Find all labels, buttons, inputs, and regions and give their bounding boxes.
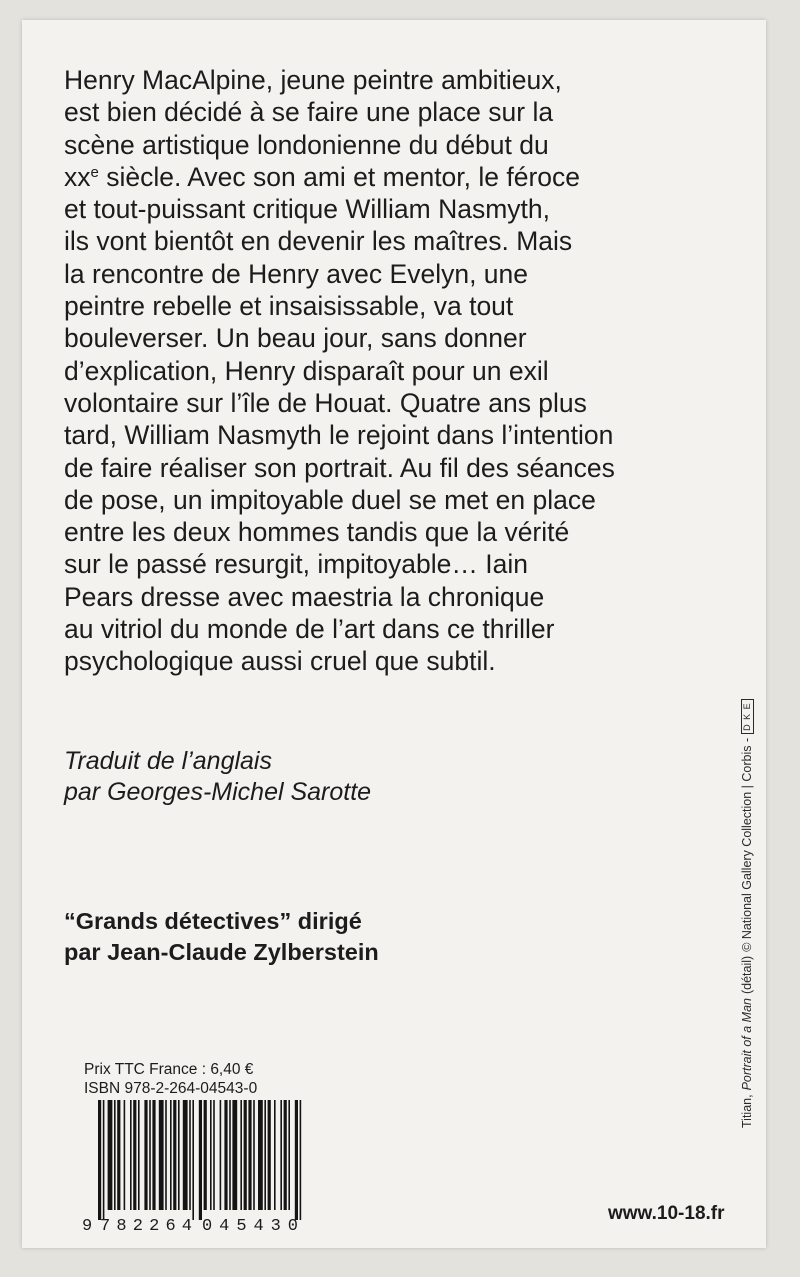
synopsis-line-rest: siècle. Avec son ami et mentor, le féroce [106, 161, 581, 192]
barcode-bar [98, 1100, 101, 1220]
series-credit [64, 906, 379, 968]
barcode-left-digits: 782264 [100, 1217, 192, 1234]
synopsis-line: volontaire sur l’île de Houat. Quatre ans plus [64, 387, 587, 418]
synopsis-line: entre les deux hommes tandis que la vérité [64, 517, 570, 548]
barcode-right-digits: 045430 [202, 1217, 298, 1234]
barcode-bar [130, 1100, 132, 1210]
barcode-bar [108, 1100, 113, 1210]
barcode-bar [300, 1100, 302, 1220]
credit-artist: Titian, [740, 1094, 754, 1128]
barcode-bar [244, 1100, 247, 1210]
synopsis-line: tard, William Nasmyth le rejoint dans l’intention [64, 420, 614, 451]
barcode-bar [224, 1100, 227, 1210]
barcode-bar [213, 1100, 215, 1210]
barcode-bar [284, 1100, 287, 1210]
barcode-bar [274, 1100, 276, 1210]
barcode-bar [165, 1100, 167, 1210]
credit-work-title: Portrait of a Man [740, 998, 754, 1091]
barcode-bar [192, 1100, 194, 1220]
synopsis-line: sur le passé resurgit, impitoyable… Iain [64, 549, 528, 580]
barcode-bar [173, 1100, 176, 1210]
barcode-bar [268, 1100, 271, 1210]
century-numeral: xx [64, 161, 91, 192]
series-editor: par Jean-Claude Zylberstein [64, 939, 379, 965]
translator-credit [64, 746, 371, 808]
barcode-bar [149, 1100, 151, 1210]
synopsis-line: peintre rebelle et insaisissable, va tout [64, 291, 514, 322]
barcode-bar [138, 1100, 140, 1210]
synopsis-line: et tout-puissant critique William Nasmyth, [64, 194, 550, 225]
barcode-bar [229, 1100, 231, 1210]
barcode-bar [240, 1100, 242, 1210]
series-title: “Grands détectives” dirigé [64, 908, 362, 934]
century-superscript: e [90, 163, 99, 181]
agency-logo: D K E [741, 699, 754, 734]
barcode-bar [199, 1100, 202, 1220]
barcode-bar [280, 1100, 282, 1210]
synopsis-line: bouleverser. Un beau jour, sans donner [64, 323, 527, 354]
credit-collection: © National Gallery Collection | Corbis - [740, 737, 754, 952]
barcode-bar [124, 1100, 126, 1210]
synopsis-line: d’explication, Henry disparaît pour un exil [64, 355, 549, 386]
price-text: Prix TTC France : 6,40 € [84, 1061, 254, 1078]
synopsis-line: au vitriol du monde de l’art dans ce thriller [64, 614, 555, 645]
price-isbn-block [84, 1060, 257, 1098]
barcode-bar [264, 1100, 266, 1210]
barcode-bar [288, 1100, 290, 1210]
synopsis-line: de pose, un impitoyable duel se met en place [64, 484, 596, 515]
barcode [80, 1100, 306, 1234]
barcode-first-digit: 9 [82, 1217, 93, 1234]
barcode-bar [204, 1100, 207, 1210]
synopsis-line [64, 161, 754, 193]
barcode-bar [295, 1100, 298, 1220]
barcode-bar [232, 1100, 237, 1210]
credit-detail: (détail) [740, 955, 754, 995]
barcode-bar [178, 1100, 180, 1210]
barcode-bar [144, 1100, 147, 1210]
barcode-bar [152, 1100, 155, 1210]
barcode-bar [117, 1100, 120, 1210]
barcode-bar [159, 1100, 164, 1210]
barcode-bar [103, 1100, 105, 1220]
barcode-bar [189, 1100, 191, 1210]
synopsis-line: scène artistique londonienne du début du [64, 129, 549, 160]
synopsis-line: est bien décidé à se faire une place sur la [64, 97, 554, 128]
synopsis-line: de faire réaliser son portrait. Au fil des séances [64, 452, 615, 483]
isbn-text: ISBN 978-2-264-04543-0 [84, 1080, 258, 1097]
barcode-bars [98, 1100, 301, 1220]
synopsis [64, 64, 754, 678]
barcode-bar [183, 1100, 188, 1210]
synopsis-line: Henry MacAlpine, jeune peintre ambitieux, [64, 65, 562, 95]
synopsis-line: ils vont bientôt en devenir les maîtres. Mais [64, 226, 573, 257]
image-credit [740, 699, 754, 1128]
barcode-bar [210, 1100, 212, 1210]
synopsis-line: Pears dresse avec maestria la chronique [64, 581, 545, 612]
barcode-bar [170, 1100, 172, 1210]
barcode-bar [253, 1100, 255, 1210]
translator-name: par Georges-Michel Sarotte [64, 778, 372, 806]
barcode-bar [133, 1100, 136, 1210]
publisher-website: www.10-18.fr [608, 1203, 725, 1224]
barcode-bar [114, 1100, 116, 1210]
book-back-cover [22, 20, 766, 1248]
barcode-bar [258, 1100, 263, 1210]
synopsis-line: la rencontre de Henry avec Evelyn, une [64, 258, 529, 289]
translator-line: Traduit de l’anglais [64, 747, 272, 775]
synopsis-line: psychologique aussi cruel que subtil. [64, 646, 496, 677]
barcode-bar [220, 1100, 222, 1210]
barcode-bar [248, 1100, 251, 1210]
